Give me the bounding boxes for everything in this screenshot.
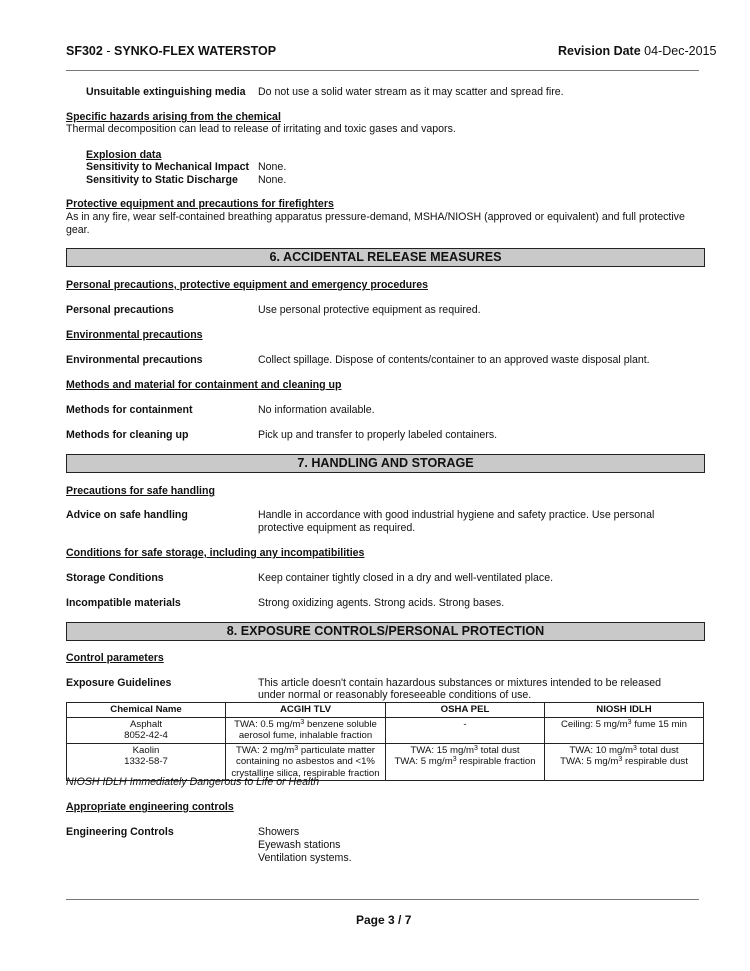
section-7-header: 7. HANDLING AND STORAGE — [66, 454, 705, 473]
document-title — [66, 44, 276, 58]
table-row — [67, 717, 704, 743]
osha-cell — [386, 743, 545, 781]
superscript: 3 — [294, 744, 299, 752]
unsuitable-media-label: Unsuitable extinguishing media — [86, 86, 246, 98]
chemical-name: Kaolin — [132, 744, 160, 756]
acgih-cell — [226, 717, 386, 743]
acgih-note: containing no asbestos and <1% — [236, 756, 375, 767]
mech-impact-label: Sensitivity to Mechanical Impact — [86, 161, 250, 173]
osha-value: TWA: 5 mg/m — [394, 756, 453, 767]
chemical-name: Asphalt — [130, 718, 162, 730]
acgih-cell — [226, 743, 386, 781]
containment-value: No information available. — [258, 404, 375, 416]
niosh-cell — [545, 743, 704, 781]
osha-cell — [386, 717, 545, 743]
page-label: Page — [356, 913, 385, 927]
environmental-precautions-heading: Environmental precautions — [66, 329, 203, 341]
personal-precautions-heading: Personal precautions, protective equipment and emergency procedures — [66, 279, 429, 291]
niosh-cell — [545, 717, 704, 743]
environmental-precautions-value: Collect spillage. Dispose of contents/container to an approved waste disposal plant. — [258, 354, 650, 366]
personal-precautions-value: Use personal protective equipment as required. — [258, 304, 481, 316]
safe-storage-heading: Conditions for safe storage, including any incompatibilities — [66, 547, 365, 559]
protective-equipment-heading: Protective equipment and precautions for firefighters — [66, 198, 334, 210]
superscript: 3 — [300, 718, 305, 726]
engineering-control-item: Ventilation systems. — [258, 852, 352, 864]
niosh-value: TWA: 10 mg/m — [569, 744, 634, 756]
static-discharge-value: None. — [258, 174, 287, 186]
storage-conditions-label: Storage Conditions — [66, 572, 164, 584]
cleaning-label: Methods for cleaning up — [66, 429, 189, 441]
niosh-value-suffix: total dust — [636, 744, 679, 756]
header-rule — [66, 70, 699, 71]
chemical-cell — [67, 717, 226, 743]
environmental-precautions-label: Environmental precautions — [66, 354, 203, 366]
incompatible-materials-label: Incompatible materials — [66, 597, 181, 609]
specific-hazards-text: Thermal decomposition can lead to release of irritating and toxic gases and vapors. — [66, 123, 456, 135]
revision-date: 04-Dec-2015 — [644, 44, 717, 58]
page-indicator — [356, 913, 411, 927]
superscript: 3 — [618, 756, 623, 763]
protective-equipment-text: As in any fire, wear self-contained breathing apparatus pressure-demand, MSHA/NIOSH (approved or equivalent) and full protective gear. — [66, 211, 685, 236]
incompatible-materials-value: Strong oxidizing agents. Strong acids. Strong bases. — [258, 597, 505, 609]
footer-rule — [66, 899, 699, 900]
col-header-acgih: ACGIH TLV — [226, 703, 386, 718]
acgih-value-suffix: particulate matter — [298, 744, 375, 756]
osha-value: TWA: 15 mg/m — [410, 744, 475, 756]
containment-heading: Methods and material for containment and cleaning up — [66, 379, 342, 391]
mech-impact-value: None. — [258, 161, 287, 173]
superscript: 3 — [452, 756, 457, 763]
cas-number: 1332-58-7 — [124, 756, 168, 767]
acgih-value: TWA: 2 mg/m — [236, 744, 295, 756]
acgih-note: crystalline silica, respirable fraction — [231, 767, 380, 779]
niosh-value: TWA: 5 mg/m — [560, 756, 619, 767]
osha-value: - — [463, 718, 467, 730]
osha-value-suffix: total dust — [477, 744, 520, 756]
exposure-guidelines-label: Exposure Guidelines — [66, 677, 172, 689]
engineering-control-item: Eyewash stations — [258, 839, 341, 851]
col-header-chemical-name: Chemical Name — [67, 703, 226, 718]
chemical-cell — [67, 743, 226, 781]
col-header-niosh: NIOSH IDLH — [545, 703, 704, 718]
page-number: 3 / 7 — [388, 913, 412, 927]
idlh-footnote: NIOSH IDLH Immediately Dangerous to Life or Health — [66, 776, 320, 788]
cas-number: 8052-42-4 — [124, 730, 168, 741]
static-discharge-label: Sensitivity to Static Discharge — [86, 174, 238, 186]
storage-conditions-value: Keep container tightly closed in a dry and well-ventilated place. — [258, 572, 554, 584]
revision-info — [558, 44, 716, 58]
unsuitable-media-value: Do not use a solid water stream as it may scatter and spread fire. — [258, 86, 564, 98]
superscript: 3 — [627, 718, 632, 726]
table-row — [67, 743, 704, 781]
containment-label: Methods for containment — [66, 404, 193, 416]
control-parameters-heading: Control parameters — [66, 652, 164, 664]
superscript: 3 — [474, 744, 478, 752]
superscript: 3 — [633, 744, 637, 752]
acgih-value: TWA: 0.5 mg/m — [234, 718, 301, 730]
niosh-value-suffix: respirable dust — [622, 756, 688, 767]
specific-hazards-heading: Specific hazards arising from the chemical — [66, 111, 281, 123]
engineering-control-item: Showers — [258, 826, 300, 838]
engineering-controls-heading: Appropriate engineering controls — [66, 801, 234, 813]
revision-label: Revision Date — [558, 44, 641, 58]
section-6-header: 6. ACCIDENTAL RELEASE MEASURES — [66, 248, 705, 267]
engineering-controls-label: Engineering Controls — [66, 826, 174, 838]
niosh-value-suffix: fume 15 min — [631, 718, 688, 730]
acgih-note: aerosol fume, inhalable fraction — [238, 730, 373, 741]
explosion-data-heading: Explosion data — [86, 149, 162, 161]
exposure-guidelines-value: This article doesn't contain hazardous substances or mixtures intended to be released under normal or reasonably foreseeable conditions of use. — [258, 677, 662, 701]
advice-value: Handle in accordance with good industrial hygiene and safety practice. Use personal protective equipment as required. — [258, 509, 655, 534]
osha-value-suffix: respirable fraction — [456, 756, 536, 767]
niosh-value: Ceiling: 5 mg/m — [560, 718, 628, 730]
product-name: SYNKO-FLEX WATERSTOP — [113, 44, 277, 58]
personal-precautions-label: Personal precautions — [66, 304, 174, 316]
col-header-osha: OSHA PEL — [386, 703, 545, 718]
safe-handling-heading: Precautions for safe handling — [66, 485, 215, 497]
exposure-limits-table — [66, 702, 704, 781]
title-separator: - — [106, 44, 111, 58]
product-code: SF302 — [66, 44, 103, 58]
section-8-header: 8. EXPOSURE CONTROLS/PERSONAL PROTECTION — [66, 622, 705, 641]
engineering-controls-list — [258, 826, 352, 865]
table-header-row — [67, 703, 704, 718]
cleaning-value: Pick up and transfer to properly labeled containers. — [258, 429, 498, 441]
acgih-value-suffix: benzene soluble — [304, 718, 377, 730]
advice-label: Advice on safe handling — [66, 509, 188, 521]
